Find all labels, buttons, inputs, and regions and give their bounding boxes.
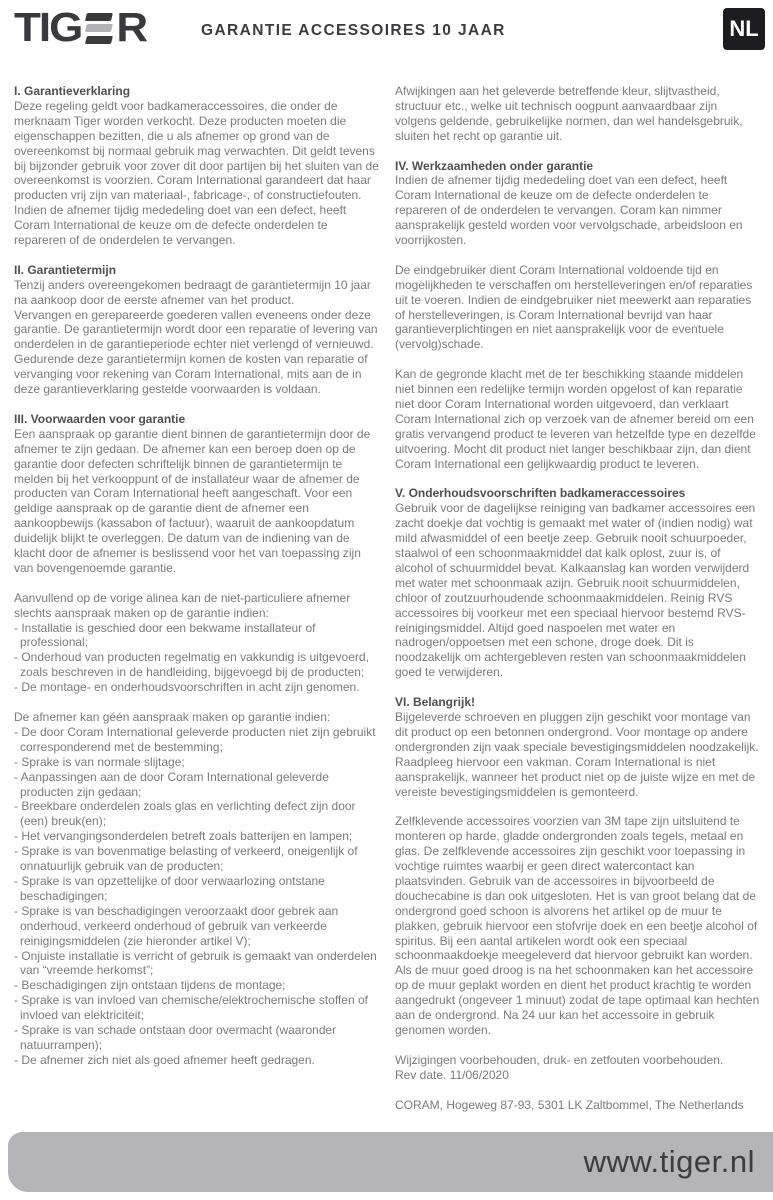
page-title: GARANTIE ACCESSOIRES 10 JAAR: [201, 22, 506, 39]
list-item: - De montage- en onderhoudsvoorschriften in acht zijn genomen.: [14, 680, 360, 695]
paragraph: Bijgeleverde schroeven en pluggen zijn geschikt voor montage van dit product op een betonnen ondergrond. Voor montage op andere ondergronden zijn vaak speciale bevestigingsmiddelen noodzakelijk. Raadpleeg hiervoor een vakman. Coram International is niet aansprakelijk, wanneer het product niet op de juiste wijze en met de vereiste bevestigingsmiddelen is gemonteerd.: [395, 709, 759, 799]
logo-text-r: R: [116, 5, 147, 51]
section-heading: VI. Belangrijk!: [395, 695, 476, 710]
paragraph: Afwijkingen aan het geleverde betreffende kleur, slijtvastheid, structuur etc., welke uit technisch oogpunt aanvaardbaar zijn volgens geldende, gebruikelijke normen, dan wel handelsgebruik, sluiten het recht op garantie uit.: [395, 84, 743, 143]
right-column: [395, 84, 761, 1112]
paragraph: Deze regeling geldt voor badkameraccessoires, die onder de merknaam Tiger worden verkocht. Deze producten moeten die eigenschappen bezitten, die u als afnemer op grond van de overeenkomst bij normaal gebruik mag verwachten. Dit geldt tevens bij bijzonder gebruik voor zover dit door partijen bij het sluiten van de overeenkomst is voorzien. Coram International garandeert dat haar producten vrij zijn van materiaal-, fabricage-, of constructiefouten. Indien de afnemer tijdig mededeling doet van een defect, heeft Coram International de keuze om de defecte onderdelen te repareren of de onderdelen te vervangen.: [14, 98, 379, 248]
list-item: - Sprake is van beschadigingen veroorzaakt door gebrek aan onderhoud, verkeerd onderhoud of gebruik van verkeerde reinigingsmiddelen (zie hieronder artikel V);: [14, 903, 339, 948]
list-item: - Sprake is van opzettelijke of door verwaarlozing ontstane beschadigingen;: [14, 873, 325, 903]
paragraph: Wijzigingen voorbehouden, druk- en zetfouten voorbehouden.: [395, 1052, 724, 1067]
footer-bar: [8, 1132, 773, 1192]
paragraph: Gebruik voor de dagelijkse reiniging van badkamer accessoires een zacht doekje dat vochtig is gemaakt met water of (indien nodig) wat mild afwasmiddel of een beetje zeep. Gebruik nooit schuurpoeder, staalwol of een schoonmaakmiddel dat kalk oplost, zuur is, of alcohol of schuurmiddel bevat. Kalkaanslag kan worden verwijderd met water met schoonmaak azijn. Gebruik nooit schuurmiddelen, chloor of zoutzuurhoudende schoonmaakmiddelen. Reinig RVS accessoires bij voorkeur met een speciaal hiervoor bestemd RVS-reinigingsmiddel. Altijd goed naspoelen met water en nadrogen/oppoetsen met een schone, droge doek. Dit is noodzakelijk om achtergebleven resten van schoonmaakmiddelen goed te verwijderen.: [395, 501, 756, 680]
left-column: [14, 84, 380, 1112]
section-heading: V. Onderhoudsvoorschriften badkameraccessoires: [395, 486, 686, 501]
section-heading: I. Garantieverklaring: [14, 84, 131, 98]
logo-e-bar-middle: [85, 24, 113, 32]
list-item: - Sprake is van invloed van chemische/elektrochemische stoffen of invloed van elektriciteit;: [14, 993, 368, 1023]
paragraph: Indien de afnemer tijdig mededeling doet van een defect, heeft Coram International de keuze om de defecte onderdelen te repareren of de onderdelen te vervangen. Coram kan nimmer aansprakelijk gesteld worden voor vervolgschade, arbeidsloon en voorrijkosten.: [395, 173, 743, 248]
logo-e-bars-icon: [86, 13, 112, 44]
list-item: - Aanpassingen aan de door Coram International geleverde producten zijn gedaan;: [14, 769, 329, 799]
paragraph: Kan de gegronde klacht met de ter beschikking staande middelen niet binnen een redelijke termijn worden opgelost of kan reparatie niet door Coram International worden uitgevoerd, dan verklaart Coram International zich op verzoek van de afnemer bereid om een gratis vervangend product te leveren van hetzelfde type en dezelfde uitvoering. Mocht dit product niet langer beschikbaar zijn, dan dient Coram International een gelijkwaardig product te leveren.: [395, 367, 756, 471]
language-badge: NL: [723, 8, 765, 50]
list-item: - Sprake is van normale slijtage;: [14, 754, 185, 769]
section-heading: III. Voorwaarden voor garantie: [14, 411, 186, 426]
logo-e-bar-top: [85, 13, 113, 21]
logo-text-tig: TIG: [14, 5, 82, 51]
paragraph: De eindgebruiker dient Coram International voldoende tijd en mogelijkheden te verschaffen om herstelleveringen en/of reparaties uit te voeren. Indien de eindgebruiker niet meewerkt aan reparaties of herstelleveringen, is Coram International bevrijd van haar garantieverplichtingen en niet aansprakelijk voor de eventuele (vervolg)schade.: [395, 262, 753, 352]
list-item: - Onjuiste installatie is verricht of gebruik is gemaakt van onderdelen van “vreemde herkomst”;: [14, 948, 377, 978]
paragraph: Aanvullend op de vorige alinea kan de niet-particuliere afnemer slechts aanspraak maken op de garantie indien:: [14, 590, 351, 620]
paragraph: Tenzij anders overeengekomen bedraagt de garantietermijn 10 jaar na aankoop door de eerste afnemer van het product.: [14, 277, 371, 307]
list-item: - Installatie is geschied door een bekwame installateur of professional;: [14, 620, 316, 650]
paragraph: Zelfklevende accessoires voorzien van 3M tape zijn uitsluitend te monteren op harde, gladde ondergronden zoals tegels, metaal en glas. De zelfklevende accessoires zijn geschikt voor toepassing in vochtige ruimtes waarbij er geen direct watercontact kan plaatsvinden. Gebruik van de accessoires in bijvoorbeeld de douchecabine is dan ook uitgesloten. Het is van groot belang dat de ondergrond goed schoon is alvorens het artikel op de muur te plakken, gebruik hiervoor een stofvrije doek en een beetje alcohol of spiritus. Bij een aantal artikelen wordt ook een speciaal schoonmaakdoekje meegeleverd dat hiervoor gebruikt kan worden. Als de muur goed droog is na het schoonmaken kan het accessoire op de muur geplakt worden en dient het product krachtig te worden aangedrukt (ongeveer 1 minuut) zodat de tape optimaal kan hechten aan de ondergrond. Na 24 uur kan het accessoire in gebruik genomen worden.: [395, 814, 760, 1037]
list-item: - De afnemer zich niet als goed afnemer heeft gedragen.: [14, 1052, 315, 1067]
list-item: - Sprake is van schade ontstaan door overmacht (waaronder natuurrampen);: [14, 1023, 337, 1052]
paragraph: CORAM, Hogeweg 87-93, 5301 LK Zaltbommel, The Netherlands: [395, 1097, 744, 1112]
paragraph: Vervangen en gerepareerde goederen vallen eveneens onder deze garantie. De garantietermijn wordt door een reparatie of levering van onderdelen in de garantieperiode echter niet verlengd of vernieuwd.: [14, 307, 378, 352]
footer-website-url: www.tiger.nl: [583, 1144, 755, 1179]
paragraph: Gedurende deze garantietermijn komen de kosten van reparatie of vervanging voor rekening van Coram International, mits aan de in deze garantieverklaring gestelde voorwaarden is voldaan.: [14, 352, 368, 397]
paragraph: Rev date. 11/06/2020: [395, 1067, 509, 1082]
paragraph: De afnemer kan géén aanspraak maken op garantie indien:: [14, 710, 331, 724]
list-item: - Sprake is van bovenmatige belasting of verkeerd, oneigenlijk of onnatuurlijk gebruik van de producten;: [14, 844, 358, 874]
list-item: - Breekbare onderdelen zoals glas en verlichting defect zijn door (een) breuk(en);: [14, 799, 356, 829]
list-item: - De door Coram International geleverde producten niet zijn gebruikt corresponderend met de bestemming;: [14, 724, 376, 754]
tiger-logo: [14, 6, 146, 50]
section-heading: II. Garantietermijn: [14, 262, 117, 277]
section-heading: IV. Werkzaamheden onder garantie: [395, 158, 594, 173]
paragraph: Een aanspraak op garantie dient binnen de garantietermijn door de afnemer te zijn gedaan. De afnemer kan een beroep doen op de garantie door defecten schriftelijk binnen de garantietermijn te melden bij het verkooppunt of de installateur waar de afnemer de producten van Coram International heeft aangeschaft. Voor een geldige aanspraak op de garantie dient de afnemer een aankoopbewijs (kassabon of factuur), waaruit de aankoopdatum duidelijk blijkt te overleggen. De datum van de indiening van de klacht door de afnemer is beslissend voor het van toepassing zijn van bovengenoemde garantie.: [14, 426, 371, 575]
list-item: - Onderhoud van producten regelmatig en vakkundig is uitgevoerd, zoals beschreven in de handleiding, bijgevoegd bij de producten;: [14, 650, 369, 680]
document-body: [14, 84, 762, 1112]
logo-e-bar-bottom: [85, 36, 113, 44]
list-item: - Het vervangingsonderdelen betreft zoals batterijen en lampen;: [14, 829, 353, 844]
list-item: - Beschadigingen zijn ontstaan tijdens de montage;: [14, 978, 286, 993]
